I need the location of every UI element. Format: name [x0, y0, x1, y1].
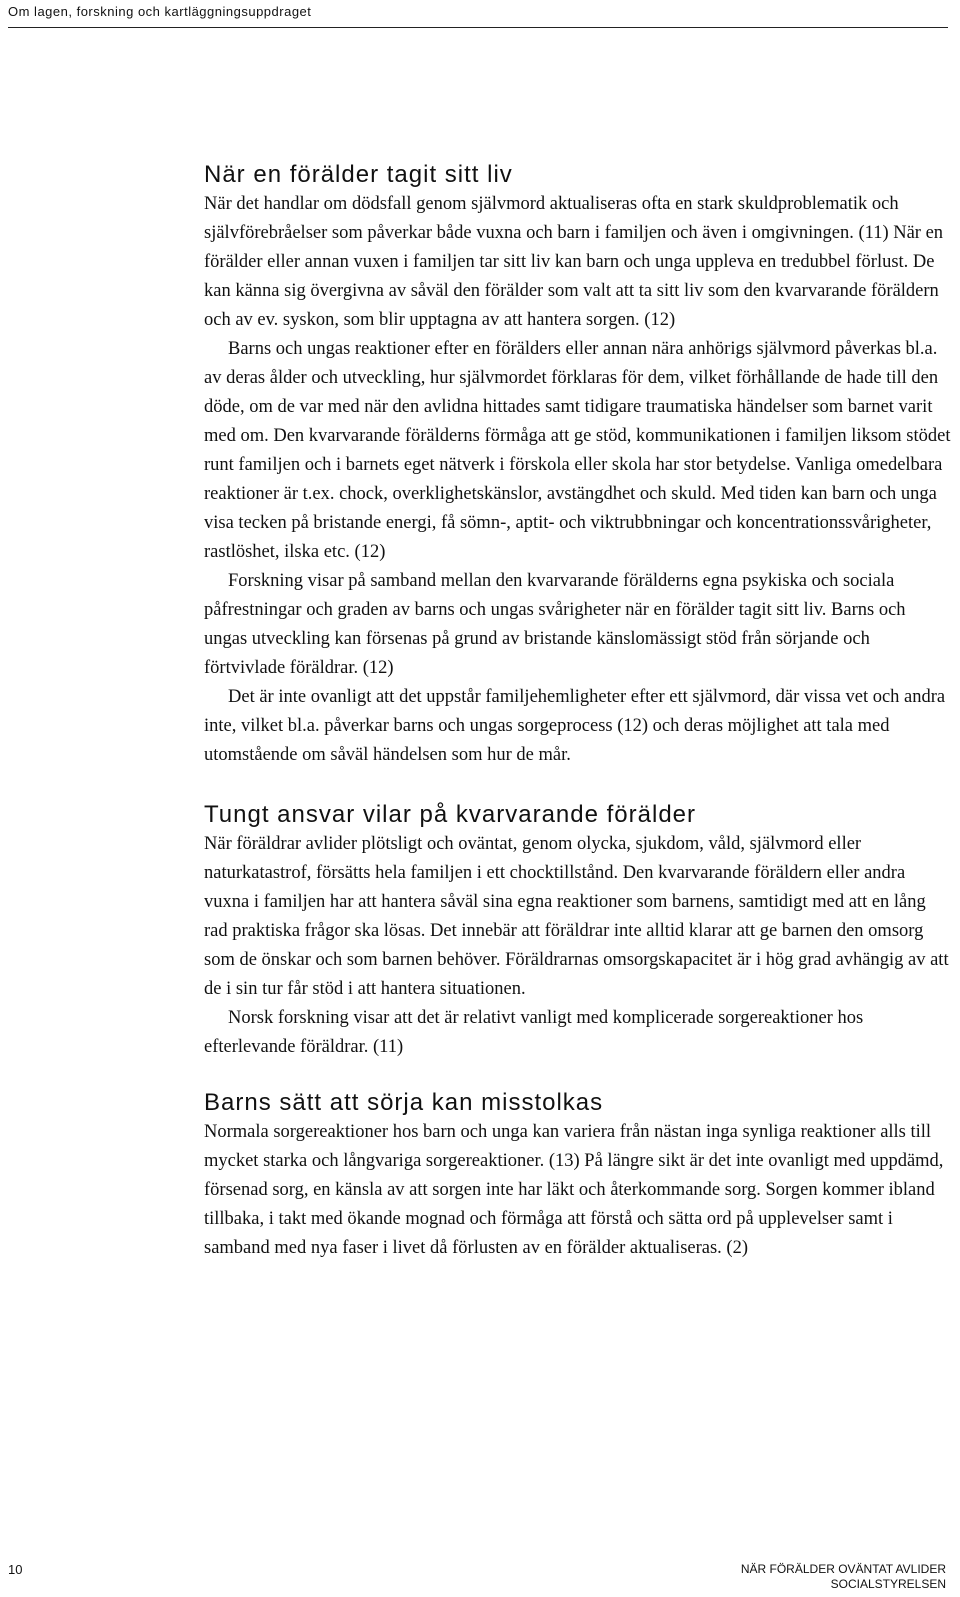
body-paragraph: Det är inte ovanligt att det uppstår familjehemligheter efter ett självmord, där vissa vet och andra inte, vilket bl.a. påverkar barns och ungas sorgeprocess (12) och deras möjlighet att tala med utomstående om såväl händelsen som hur de mår. [204, 687, 946, 765]
section-remaining-parent [204, 800, 952, 1062]
section-children-grief [204, 1088, 952, 1263]
footer-report-title: NÄR FÖRÄLDER OVÄNTAT AVLIDER [740, 1562, 946, 1576]
body-paragraph: Norsk forskning visar att det är relativt vanligt med komplicerade sorgereaktioner hos efterlevande föräldrar. (11) [204, 1008, 864, 1057]
section-suicide [204, 160, 952, 770]
body-paragraph: Normala sorgereaktioner hos barn och unga kan variera från nästan inga synliga reaktioner alls till mycket starka och långvariga sorgereaktioner. (13) På längre sikt är det inte ovanligt med uppdämd, försenad sorg, en känsla av att sorgen inte har läkt och återkommande sorg. Sorgen kommer ibland tillbaka, i takt med ökande mognad och förmåga att förstå och sätta ord på upplevelser samt i samband med nya faser i livet då förlusten av en förälder aktualiseras. (2) [204, 1122, 944, 1258]
body-paragraph: Barns och ungas reaktioner efter en förälders eller annan nära anhörigs självmord påverkas bl.a. av deras ålder och utveckling, hur självmordet förklaras för dem, vilket förhållande de hade till den döde, om de var med när den avlidna hittades samt tidigare traumatiska händelser som barnet varit med om. Den kvarvarande förälderns förmåga att ge stöd, kommunikationen i familjen liksom stödet runt familjen och i barnets eget nätverk i förskola eller skola har stor betydelse. Vanliga omedelbara reaktioner är t.ex. chock, overklighetskänslor, avstängdhet och skuld. Med tiden kan barn och unga visa tecken på bristande energi, få sömn-, aptit- och viktrubbningar och koncentrationssvårigheter, rastlöshet, ilska etc. (12) [204, 339, 951, 562]
document-body [204, 160, 952, 1263]
body-paragraph: Forskning visar på samband mellan den kvarvarande förälderns egna psykiska och sociala påfrestningar och graden av barns och ungas svårigheter när en förälder tagit sitt liv. Barns och ungas utveckling kan försenas på grund av bristande känslomässigt stöd från sörjande och förtvivlade föräldrar. (12) [204, 571, 906, 678]
section-heading: Tungt ansvar vilar på kvarvarande förälder [204, 801, 696, 828]
section-heading: Barns sätt att sörja kan misstolkas [204, 1089, 604, 1116]
page-number: 10 [8, 1562, 23, 1577]
body-paragraph: När föräldrar avlider plötsligt och oväntat, genom olycka, sjukdom, våld, självmord eller naturkatastrof, försätts hela familjen i ett chocktillstånd. Den kvarvarande föräldern eller andra vuxna i familjen har att hantera såväl sina egna reaktioner som barnens, samtidigt med att en lång rad praktiska frågor ska lösas. Det innebär att föräldrar inte alltid klarar att ge barnen den omsorg som de önskar och som barnen behöver. Föräldrarnas omsorgskapacitet är i hög grad avhängig av att de i sin tur får stöd i att hantera situationen. [204, 834, 949, 999]
running-header: Om lagen, forskning och kartläggningsuppdraget [8, 4, 948, 28]
footer-publication [741, 1562, 946, 1592]
body-paragraph: När det handlar om dödsfall genom självmord aktualiseras ofta en stark skuldproblematik och självförebråelser som påverkar både vuxna och barn i familjen och även i omgivningen. (11) När en förälder eller annan vuxen i familjen tar sitt liv kan barn och unga uppleva en tredubbel förlust. De kan känna sig övergivna av såväl den förälder som valt att ta sitt liv som den kvarvarande föräldern och av ev. syskon, som blir upptagna av att hantera sorgen. (12) [204, 194, 944, 330]
section-heading: När en förälder tagit sitt liv [204, 161, 513, 188]
footer-publisher: SOCIALSTYRELSEN [830, 1577, 946, 1591]
